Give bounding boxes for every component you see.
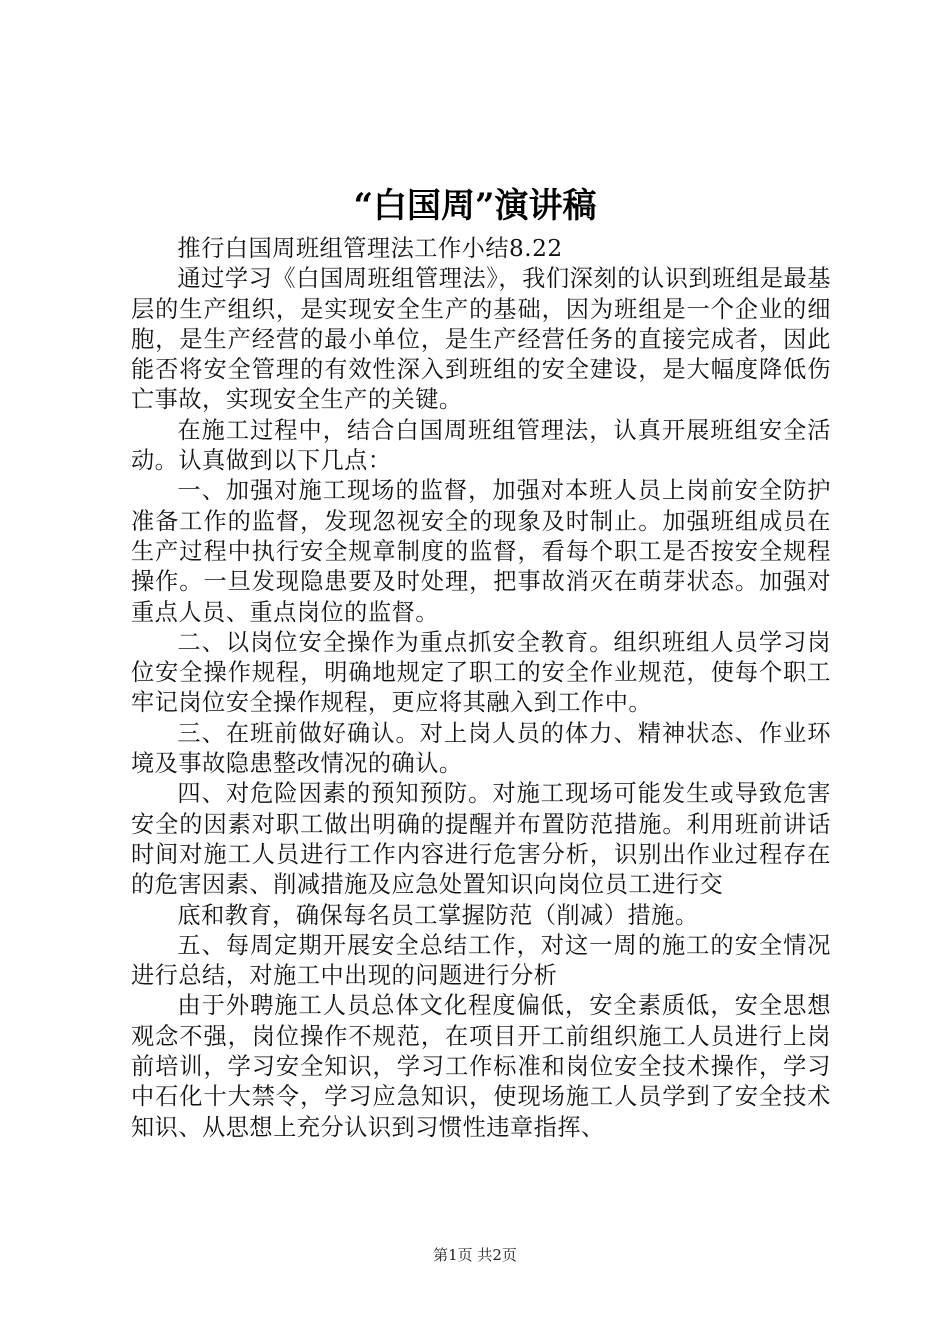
paragraph-subtitle: 推行白国周班组管理法工作小结8.22 [177, 235, 563, 262]
document-title: “白国周”演讲稿 [353, 186, 597, 226]
page-number-footer: 第1页 共2页 [433, 1246, 517, 1264]
paragraph: 三、在班前做好确认。对上岗人员的体力、精神状态、作业环境及事故隐患整改情况的确认。 [131, 719, 831, 778]
paragraph: 一、加强对施工现场的监督，加强对本班人员上岗前安全防护准备工作的监督，发现忽视安全的现象及时制止。加强班组成员在生产过程中执行安全规章制度的监督，看每个职工是否按安全规程操作。一旦发现隐患要及时处理，把事故消灭在萌芽状态。加强对重点人员、重点岗位的监督。 [131, 477, 831, 626]
paragraph: 二、以岗位安全操作为重点抓安全教育。组织班组人员学习岗位安全操作规程，明确地规定了职工的安全作业规范，使每个职工牢记岗位安全操作规程，更应将其融入到工作中。 [131, 628, 831, 717]
paragraph: 五、每周定期开展安全总结工作，对这一周的施工的安全情况进行总结，对施工中出现的问题进行分析 [131, 931, 831, 990]
document-body [131, 234, 831, 1143]
paragraph: 底和教育，确保每名员工掌握防范（削减）措施。 [177, 901, 699, 929]
paragraph: 在施工过程中，结合白国周班组管理法，认真开展班组安全活动。认真做到以下几点： [131, 416, 831, 475]
paragraph: 由于外聘施工人员总体文化程度偏低，安全素质低，安全思想观念不强，岗位操作不规范，在项目开工前组织施工人员进行上岗前培训，学习安全知识，学习工作标准和岗位安全技术操作，学习中石化十大禁令，学习应急知识，使现场施工人员学到了安全技术知识、从思想上充分认识到习惯性违章指挥、 [131, 992, 831, 1141]
paragraph: 四、对危险因素的预知预防。对施工现场可能发生或导致危害安全的因素对职工做出明确的提醒并布置防范措施。利用班前讲话时间对施工人员进行工作内容进行危害分析，识别出作业过程存在的危害因素、削减措施及应急处置知识向岗位员工进行交 [131, 780, 831, 899]
paragraph: 通过学习《白国周班组管理法》，我们深刻的认识到班组是最基层的生产组织，是实现安全生产的基础，因为班组是一个企业的细胞，是生产经营的最小单位，是生产经营任务的直接完成者，因此能否将安全管理的有效性深入到班组的安全建设，是大幅度降低伤亡事故，实现安全生产的关键。 [131, 265, 831, 414]
